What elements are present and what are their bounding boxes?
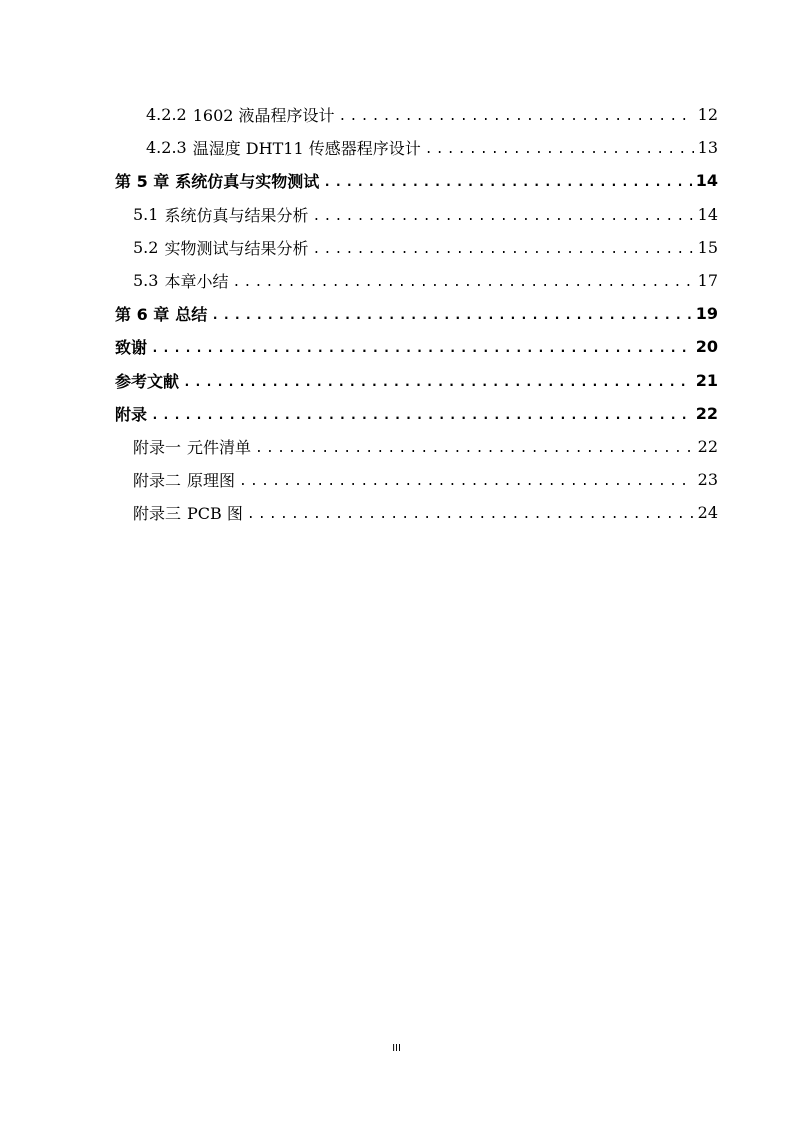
toc-entry-number: 5.2 <box>133 237 159 257</box>
toc-dot-leader <box>247 508 694 521</box>
toc-entry-4-2-2[interactable] <box>0 98 793 131</box>
toc-entry-title: 实物测试与结果分析 <box>164 238 309 258</box>
toc-entry-page: 22 <box>697 436 718 456</box>
toc-entry-page: 13 <box>697 138 718 158</box>
toc-entry-4-2-3[interactable] <box>0 131 793 164</box>
toc-dot-leader <box>232 276 693 289</box>
toc-entry-5-3[interactable] <box>0 264 793 297</box>
toc-entry-page: 14 <box>697 204 718 224</box>
toc-entry-appendix[interactable] <box>0 397 793 430</box>
toc-entry-chapter-5[interactable] <box>0 164 793 197</box>
toc-entry-page: 21 <box>695 370 718 390</box>
toc-entry-number: 附录三 <box>133 504 182 524</box>
toc-dot-leader <box>425 143 694 156</box>
toc-entry-page: 24 <box>697 503 718 523</box>
toc-entry-appendix-3[interactable] <box>0 496 793 529</box>
toc-entry-number: 4.2.3 <box>146 138 187 158</box>
toc-dot-leader <box>151 342 692 355</box>
toc-entry-title: PCB 图 <box>187 504 243 524</box>
toc-entry-title: 系统仿真与实物测试 <box>175 172 320 192</box>
toc-entry-number: 第 6 章 <box>115 305 170 325</box>
toc-entry-title: 附录 <box>115 404 148 424</box>
toc-dot-leader <box>323 176 691 189</box>
toc-dot-leader <box>151 409 692 422</box>
toc-entry-title: 本章小结 <box>164 272 229 292</box>
toc-entry-5-1[interactable] <box>0 198 793 231</box>
table-of-contents <box>0 98 793 529</box>
toc-dot-leader <box>255 442 694 455</box>
toc-entry-number: 附录二 <box>133 471 182 491</box>
toc-entry-page: 23 <box>697 470 718 490</box>
toc-entry-title: 系统仿真与结果分析 <box>164 205 309 225</box>
toc-entry-title: 原理图 <box>187 471 236 491</box>
toc-entry-page: 15 <box>697 237 718 257</box>
toc-entry-acknowledgements[interactable] <box>0 330 793 363</box>
toc-entry-5-2[interactable] <box>0 231 793 264</box>
toc-entry-chapter-6[interactable] <box>0 297 793 330</box>
toc-entry-title: 参考文献 <box>115 371 180 391</box>
toc-entry-number: 5.3 <box>133 271 159 291</box>
toc-entry-number: 第 5 章 <box>115 172 170 192</box>
toc-entry-title: 元件清单 <box>187 437 252 457</box>
toc-entry-appendix-1[interactable] <box>0 430 793 463</box>
toc-entry-references[interactable] <box>0 364 793 397</box>
toc-entry-number: 4.2.2 <box>146 105 187 125</box>
toc-entry-title: 致谢 <box>115 338 148 358</box>
toc-entry-appendix-2[interactable] <box>0 463 793 496</box>
toc-entry-number: 5.1 <box>133 204 159 224</box>
toc-entry-title: 总结 <box>175 305 208 325</box>
toc-entry-page: 17 <box>697 271 718 291</box>
toc-dot-leader <box>239 475 694 488</box>
toc-dot-leader <box>183 376 692 389</box>
toc-entry-page: 12 <box>697 105 718 125</box>
toc-entry-page: 19 <box>695 304 718 324</box>
toc-dot-leader <box>211 309 691 322</box>
toc-dot-leader <box>312 210 693 223</box>
toc-entry-page: 22 <box>695 403 718 423</box>
toc-dot-leader <box>339 110 694 123</box>
toc-entry-number: 附录一 <box>133 437 182 457</box>
toc-entry-page: 14 <box>695 171 718 191</box>
toc-entry-page: 20 <box>695 337 718 357</box>
toc-entry-title: 温湿度 DHT11 传感器程序设计 <box>192 139 421 159</box>
toc-dot-leader <box>312 243 693 256</box>
toc-entry-title: 1602 液晶程序设计 <box>192 106 335 126</box>
page-number-footer: III <box>392 1043 401 1054</box>
